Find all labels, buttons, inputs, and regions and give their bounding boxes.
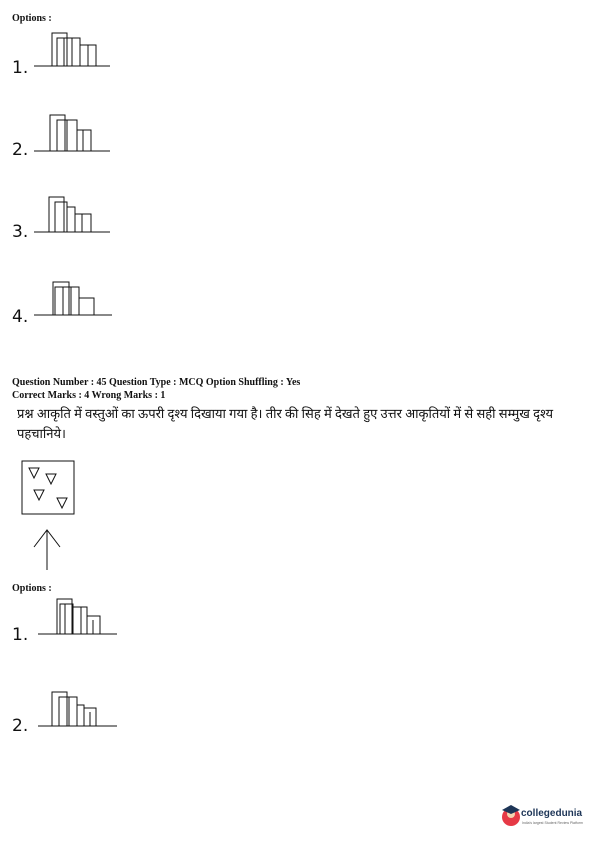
options-label: Options : bbox=[12, 583, 52, 594]
question-text: प्रश्न आकृति में वस्तुओं का ऊपरी दृश्य दिखाया गया है। तीर की सिह में देखते हुए उत्तर आकृतियों में से सही सम्मुख दृश्य पहचानिये। bbox=[17, 406, 554, 441]
option-number: 2. bbox=[12, 140, 29, 160]
question-marks: Correct Marks : 4 Wrong Marks : 1 bbox=[12, 390, 166, 401]
option-number: 1. bbox=[12, 625, 29, 645]
options-label: Options : bbox=[12, 13, 52, 24]
logo-tagline: India's largest Student Review Platform bbox=[522, 821, 583, 825]
option-number: 4. bbox=[12, 307, 29, 327]
question-meta: Question Number : 45 Question Type : MCQ Option Shuffling : Yes bbox=[12, 377, 301, 388]
option-number: 1. bbox=[12, 58, 29, 78]
logo-name: collegedunia bbox=[521, 808, 583, 819]
option-number: 3. bbox=[12, 222, 29, 242]
option-number: 2. bbox=[12, 716, 29, 736]
